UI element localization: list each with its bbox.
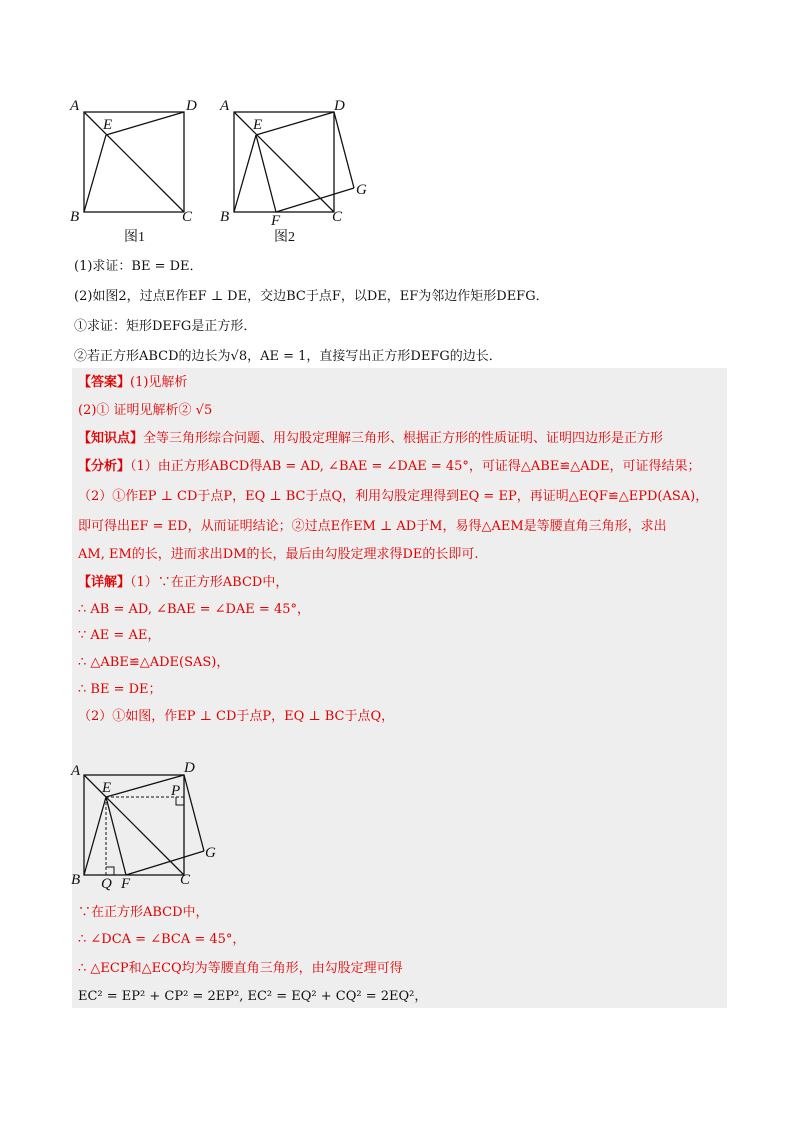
fig2-point-G: G: [356, 182, 367, 198]
fig3-point-P: P: [171, 783, 181, 799]
answer-line-1: [78, 374, 187, 392]
analysis-tag: 【分析】: [78, 459, 131, 474]
detail-text-1: （1）∵在正方形ABCD中，: [130, 575, 289, 590]
fig2-point-E: E: [253, 117, 263, 133]
fig2-point-C: C: [332, 209, 343, 225]
fig1-point-B: B: [70, 209, 80, 225]
knowledge-line: [78, 430, 663, 448]
knowledge-text: 全等三角形综合问题、用勾股定理解三角形、根据正方形的性质证明、证明四边形是正方形: [143, 431, 664, 446]
fig2-point-D: D: [334, 98, 345, 114]
detail-text-8: ∴ ∠DCA = ∠BCA = 45°，: [78, 932, 246, 947]
figure-3: [68, 757, 228, 893]
fig3-point-B: B: [71, 872, 81, 888]
fig3-point-A: A: [71, 763, 81, 779]
fig2-point-F: F: [271, 213, 281, 229]
question-part-2a: ①求证：矩形DEFG是正方形．: [74, 319, 257, 334]
detail-text-7: ∵在正方形ABCD中，: [78, 905, 209, 920]
fig2-point-B: B: [220, 209, 230, 225]
fig3-point-F: F: [121, 876, 131, 892]
fig3-point-Q: Q: [101, 876, 112, 892]
answer-part-2: (2)① 证明见解析② √5: [78, 403, 213, 418]
detail-text-10: EC² = EP² + CP² = 2EP², EC² = EQ² + CQ² = 2EQ²，: [78, 989, 428, 1004]
fig1-point-C: C: [182, 209, 193, 225]
answer-tag: 【答案】: [78, 375, 131, 390]
analysis-text-2: （2）①作EP ⊥ CD于点P，EQ ⊥ BC于点Q，利用勾股定理得到EQ = EP，再证明△EQF≌△EPD(ASA)，: [78, 489, 709, 504]
answer-part-1: (1)见解析: [130, 375, 188, 390]
analysis-text-4: AM, EM的长，进而求出DM的长，最后由勾股定理求得DE的长即可.: [78, 547, 479, 562]
fig2-caption: 图2: [274, 230, 295, 245]
figure-1-diagram: [66, 95, 206, 245]
detail-text-6: （2）①如图，作EP ⊥ CD于点P，EQ ⊥ BC于点Q，: [78, 709, 395, 724]
detail-text-9: ∴ △ECP和△ECQ均为等腰直角三角形，由勾股定理可得: [78, 961, 403, 976]
figure-2: [216, 95, 376, 245]
question-part-2b: ②若正方形ABCD的边长为√8，AE = 1，直接写出正方形DEFG的边长．: [74, 349, 502, 364]
detail-text-3: ∵ AE = AE，: [78, 628, 161, 643]
figure-3-diagram: [68, 757, 228, 893]
fig3-point-G: G: [205, 845, 216, 861]
fig3-point-C: C: [180, 872, 191, 888]
question-part-2: (2)如图2，过点E作EF ⊥ DE，交边BC于点F，以DE，EF为邻边作矩形DEFG．: [74, 289, 549, 304]
knowledge-tag: 【知识点】: [78, 431, 144, 446]
figure-2-diagram: [216, 95, 376, 245]
analysis-line-1: [78, 458, 701, 476]
analysis-text-1: （1）由正方形ABCD得AB = AD, ∠BAE = ∠DAE = 45°，可证得△ABE≌△ADE，可证得结果；: [130, 459, 701, 474]
figure-1: [66, 95, 206, 245]
detail-text-4: ∴ △ABE≌△ADE(SAS)，: [78, 655, 230, 670]
detail-text-2: ∴ AB = AD, ∠BAE = ∠DAE = 45°，: [78, 602, 310, 617]
detail-text-5: ∴ BE = DE；: [78, 682, 162, 697]
fig3-point-D: D: [184, 760, 195, 776]
analysis-text-3: 即可得出EF = ED，从而证明结论；②过点E作EM ⊥ AD于M，易得△AEM是等腰直角三角形，求出: [78, 519, 667, 534]
question-part-1: (1)求证：BE = DE．: [74, 259, 203, 274]
fig2-point-A: A: [220, 98, 230, 114]
fig1-point-A: A: [70, 98, 80, 114]
fig1-caption: 图1: [124, 230, 145, 245]
fig1-point-E: E: [103, 117, 113, 133]
detail-line-1: [78, 574, 288, 592]
fig1-point-D: D: [186, 98, 197, 114]
fig3-point-E: E: [102, 780, 112, 796]
detail-tag: 【详解】: [78, 575, 131, 590]
